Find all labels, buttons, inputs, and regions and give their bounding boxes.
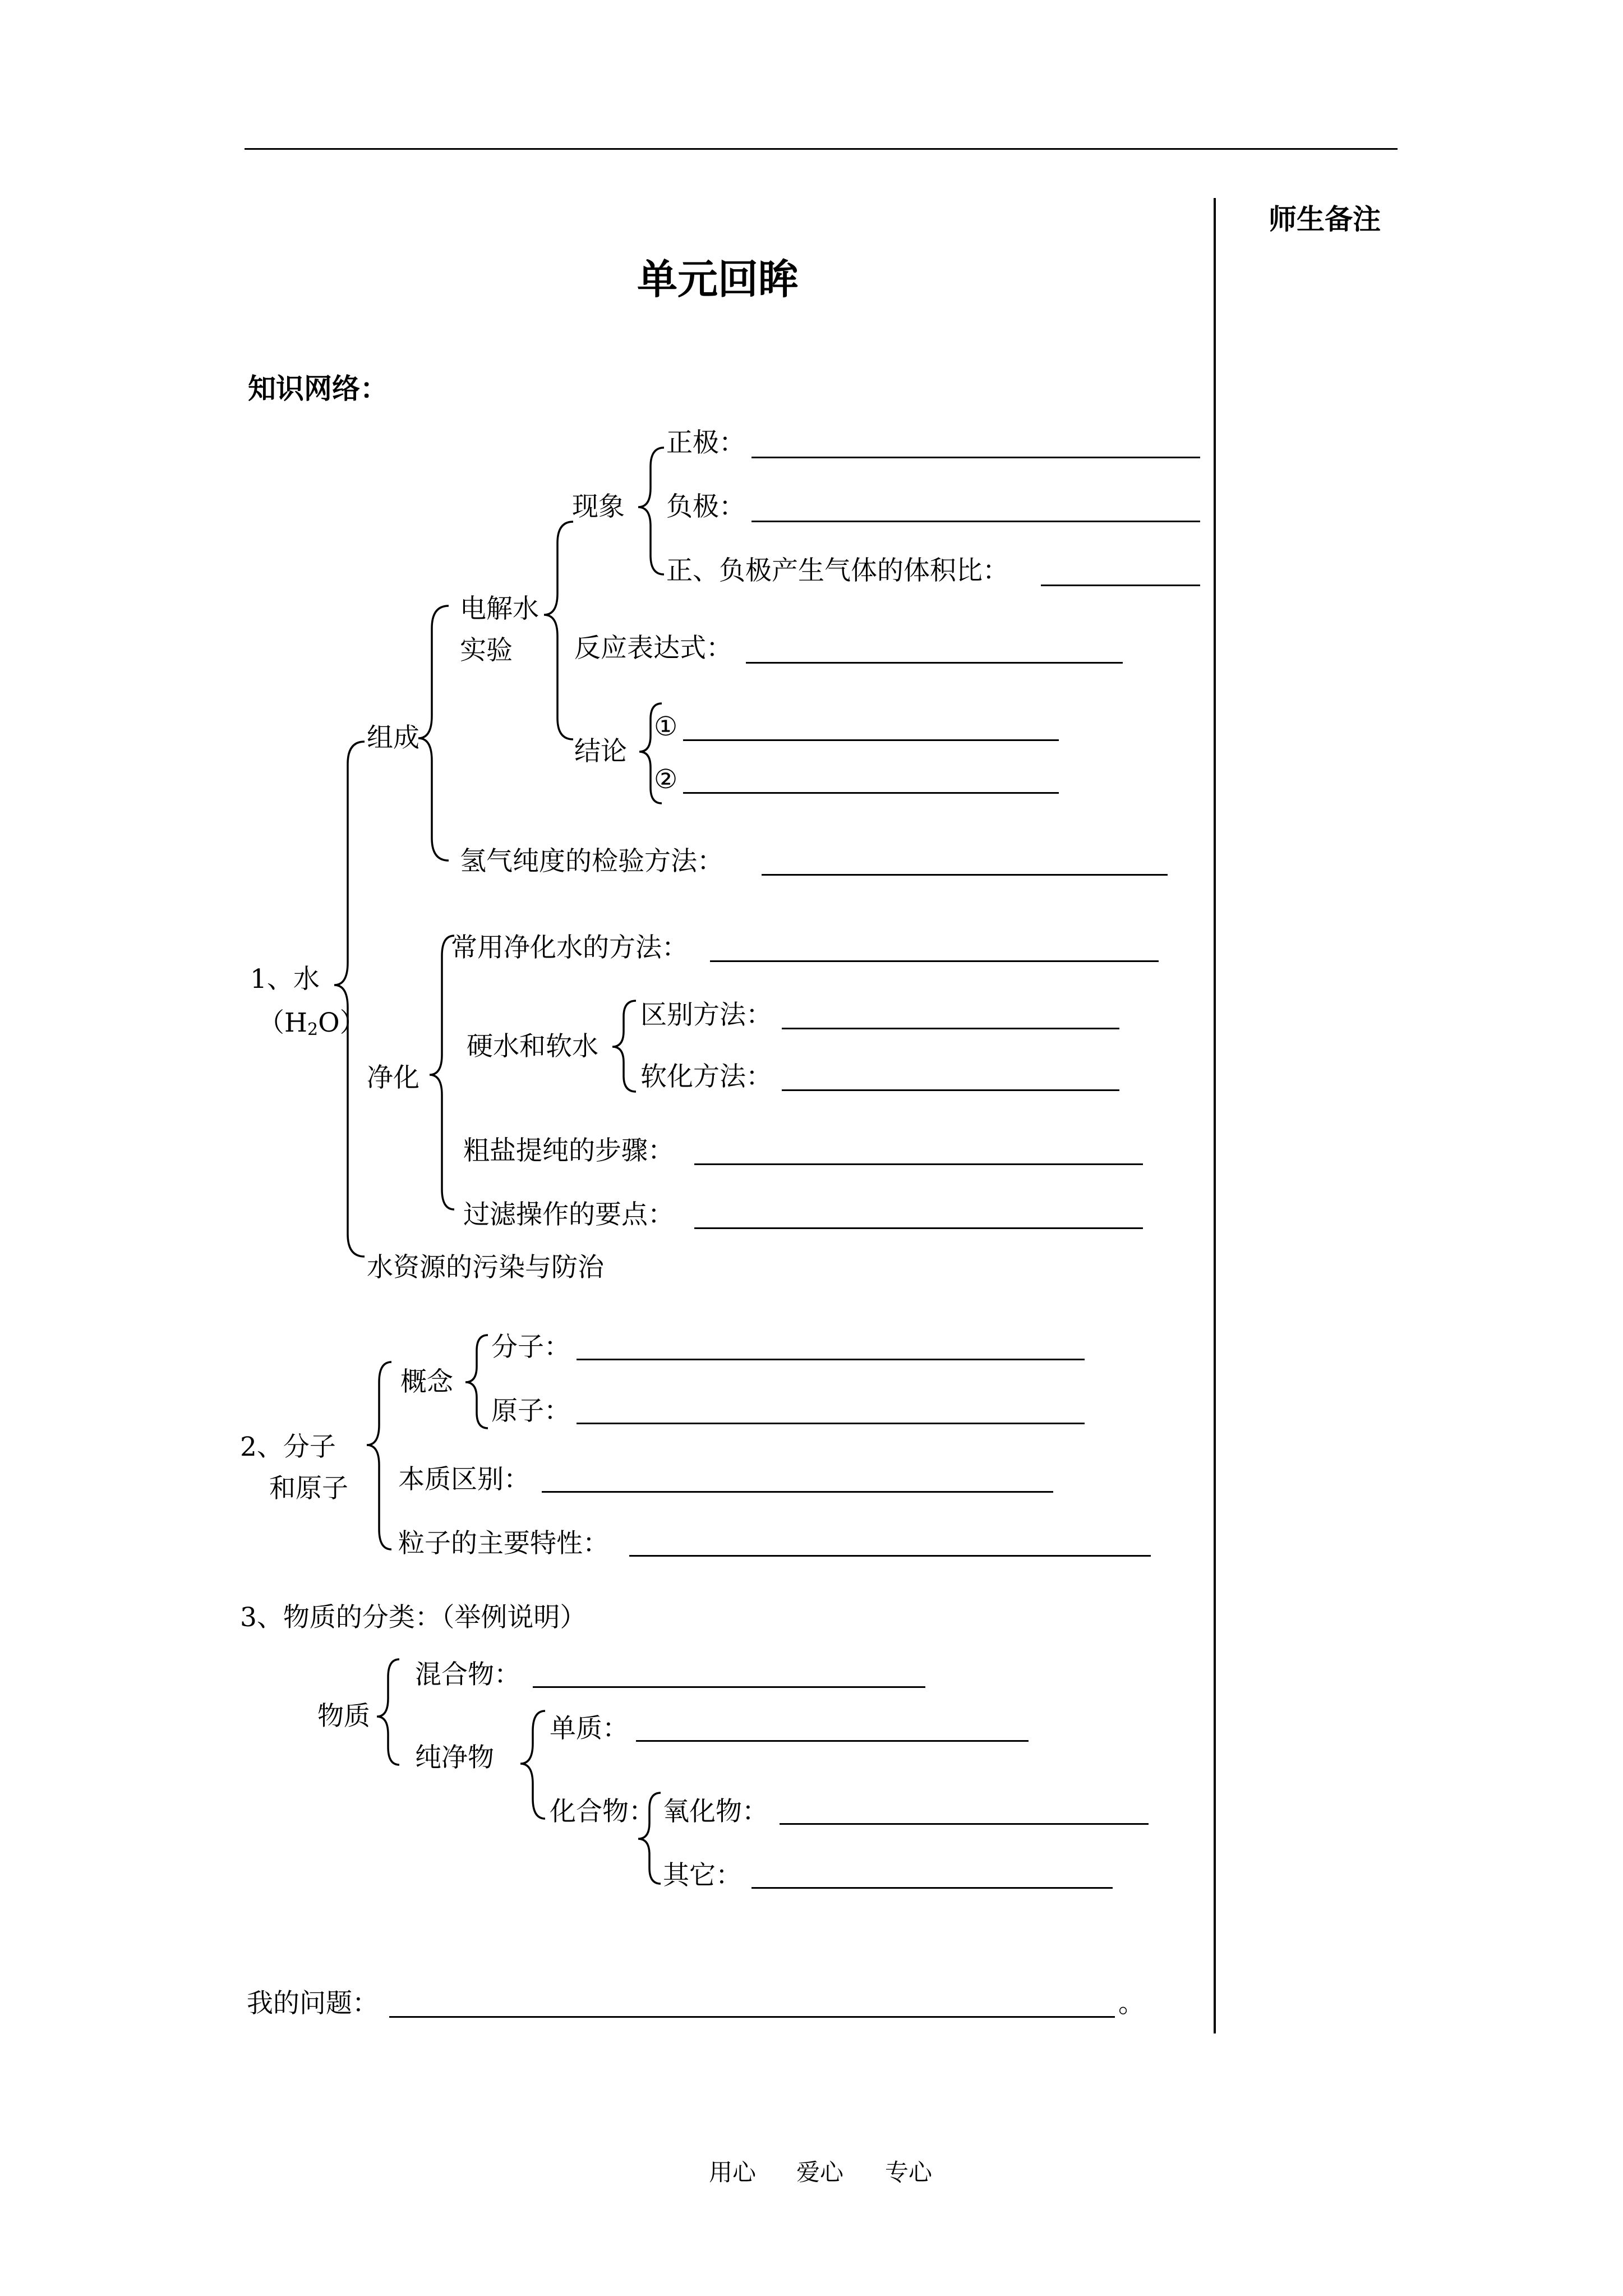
conclusion-label: 结论: [574, 736, 627, 767]
brace-pure: [520, 1711, 545, 1819]
purify-label: 净化: [367, 1062, 419, 1093]
distinguish-label: 区别方法：: [640, 1000, 772, 1030]
page-title: 单元回眸: [637, 255, 799, 303]
mixture-blank: [533, 1686, 925, 1688]
electrolysis-label: 电解水: [460, 593, 539, 624]
other-compound-label: 其它：: [663, 1860, 742, 1891]
reaction-blank: [746, 662, 1123, 664]
molecule-label-1: 2、分子: [240, 1432, 336, 1462]
compound-label: 化合物：: [550, 1796, 655, 1827]
composition-label: 组成: [367, 723, 419, 753]
molecule-def-label: 分子：: [491, 1332, 570, 1363]
particle-properties-blank: [629, 1555, 1151, 1557]
classification-heading: 3、物质的分类：（举例说明）: [240, 1602, 587, 1633]
oxide-label: 氧化物：: [663, 1796, 768, 1827]
atom-def-blank: [577, 1423, 1085, 1424]
water-label: 1、水: [250, 964, 320, 995]
section-heading: 知识网络：: [248, 372, 388, 405]
atom-def-label: 原子：: [491, 1396, 570, 1427]
filter-points-label: 过滤操作的要点：: [463, 1199, 674, 1230]
footer-text-1: 用心: [709, 2159, 757, 2186]
molecule-def-blank: [577, 1359, 1085, 1360]
essential-difference-blank: [542, 1491, 1053, 1493]
salt-steps-blank: [694, 1163, 1143, 1165]
other-compound-blank: [751, 1887, 1113, 1889]
conclusion-1-blank: [683, 739, 1059, 741]
filter-points-blank: [694, 1227, 1143, 1229]
my-question-end: 。: [1118, 1988, 1145, 2019]
brace-concept: [465, 1335, 488, 1428]
soften-label: 软化方法：: [640, 1061, 772, 1092]
soften-blank: [782, 1089, 1119, 1091]
hydrogen-test-label: 氢气纯度的检验方法：: [460, 846, 723, 877]
distinguish-blank: [782, 1028, 1119, 1029]
brace-molecule: [367, 1362, 391, 1549]
water-resources-label: 水资源的污染与防治: [367, 1252, 604, 1283]
salt-steps-label: 粗盐提纯的步骤：: [463, 1135, 674, 1166]
positive-electrode-label: 正极：: [666, 427, 745, 458]
hard-soft-water-label: 硬水和软水: [467, 1031, 598, 1062]
common-methods-blank: [710, 960, 1159, 962]
positive-electrode-blank: [751, 457, 1200, 458]
hydrogen-test-blank: [762, 874, 1168, 876]
concept-label: 概念: [400, 1366, 453, 1397]
pure-substance-label: 纯净物: [415, 1742, 494, 1773]
common-methods-label: 常用净化水的方法：: [451, 932, 688, 963]
volume-ratio-blank: [1041, 585, 1200, 586]
volume-ratio-label: 正、负极产生气体的体积比：: [666, 555, 1009, 586]
essential-difference-label: 本质区别：: [398, 1464, 530, 1495]
my-question-label: 我的问题：: [247, 1988, 379, 2019]
brace-composition: [418, 606, 449, 861]
brace-phenomenon: [638, 448, 664, 574]
matter-label: 物质: [317, 1701, 370, 1732]
margin-note-label: 师生备注: [1269, 203, 1381, 236]
phenomenon-label: 现象: [572, 491, 625, 522]
footer-text-3: 专心: [885, 2159, 933, 2186]
negative-electrode-label: 负极：: [666, 491, 745, 522]
molecule-label-2: 和原子: [269, 1473, 348, 1504]
conclusion-1-marker: ①: [654, 711, 678, 742]
particle-properties-label: 粒子的主要特性：: [398, 1528, 609, 1559]
conclusion-2-marker: ②: [654, 764, 678, 795]
element-blank: [636, 1740, 1029, 1742]
footer-text-2: 爱心: [796, 2159, 844, 2186]
brace-purify: [430, 936, 454, 1209]
experiment-label: 实验: [460, 635, 513, 666]
element-label: 单质：: [550, 1713, 629, 1744]
my-question-blank: [389, 2016, 1115, 2018]
mixture-label: 混合物：: [415, 1659, 520, 1690]
brace-matter: [377, 1659, 399, 1765]
conclusion-2-blank: [683, 792, 1059, 794]
brace-hard-soft: [612, 1001, 636, 1092]
negative-electrode-blank: [751, 521, 1200, 522]
reaction-label: 反应表达式：: [574, 633, 732, 664]
water-formula: $(H_2O)$: [258, 1007, 366, 1039]
brace-water: [334, 742, 365, 1257]
oxide-blank: [780, 1823, 1149, 1825]
brace-electrolysis: [544, 522, 573, 739]
